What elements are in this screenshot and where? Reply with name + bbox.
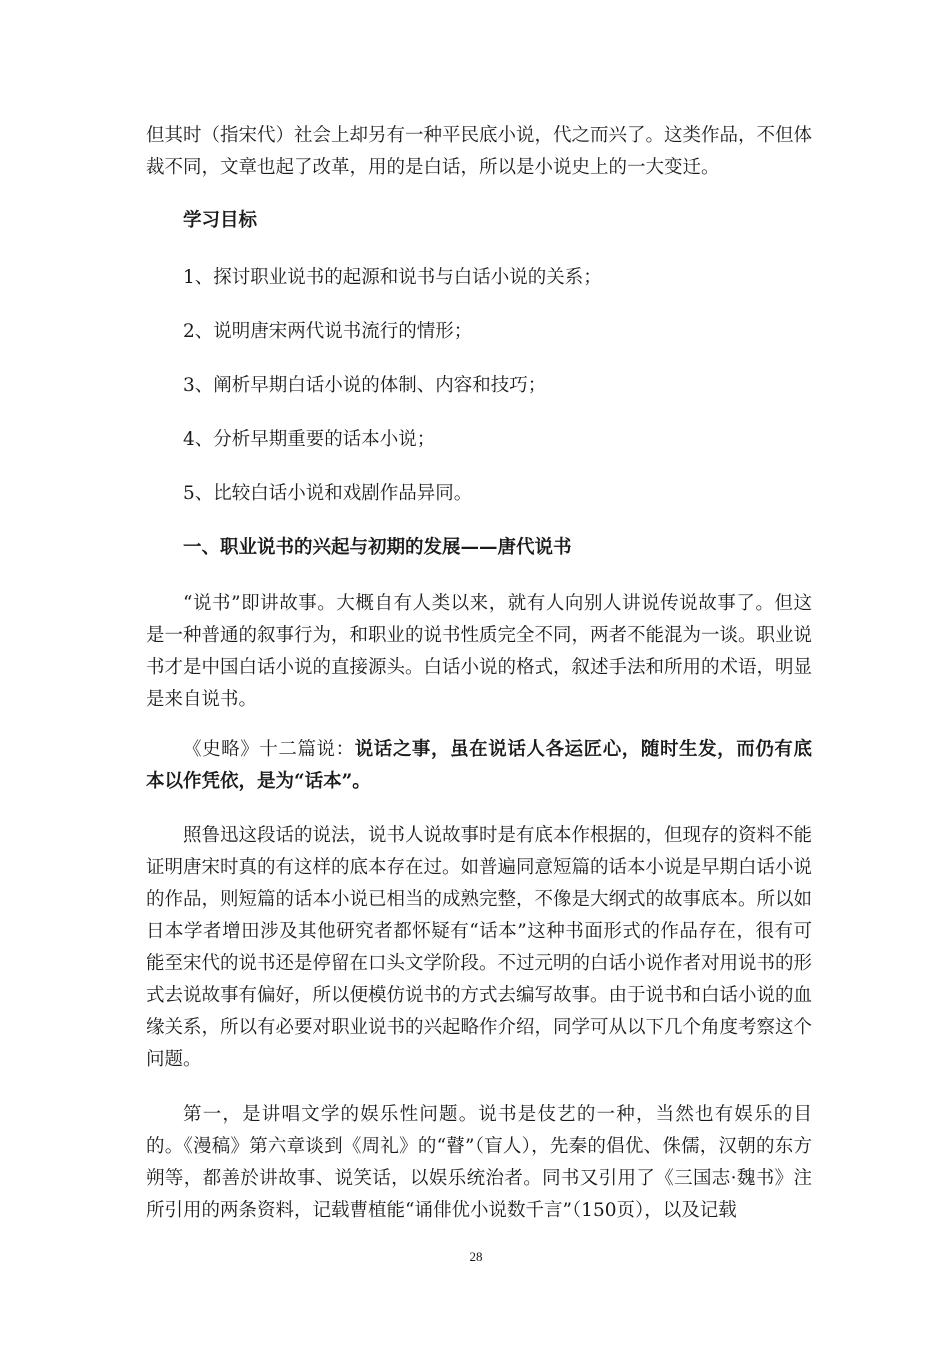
section-heading: 一、职业说书的兴起与初期的发展——唐代说书 [183,537,572,558]
quote-paragraph [146,734,812,798]
page-number: 28 [469,1249,483,1264]
objectives-heading: 学习目标 [183,210,258,231]
objective-item: 3、阐析早期白话小说的体制、内容和技巧； [183,375,547,396]
objective-item: 1、探讨职业说书的起源和说书与白话小说的关系； [183,267,602,288]
section-paragraph-1: “说书”即讲故事。大概自有人类以来，就有人向别人讲说传说故事了。但这是一种普通的叙事行为，和职业的说书性质完全不同，两者不能混为一谈。职业说书才是中国白话小说的直接源头。白话小说的格式，叙述手法和所用的术语，明显是来自说书。 [146,593,813,710]
section-paragraph-2: 照鲁迅这段话的说法，说书人说故事时是有底本作根据的，但现存的资料不能证明唐宋时真的有这样的底本存在过。如普遍同意短篇的话本小说是早期白话小说的作品，则短篇的话本小说已相当的成熟完整，不像是大纲式的故事底本。所以如日本学者增田涉及其他研究者都怀疑有“话本”这种书面形式的作品存在，很有可能至宋代的说书还是停留在口头文学阶段。不过元明的白话小说作者对用说书的形式去说故事有偏好，所以便模仿说书的方式去编写故事。由于说书和白话小说的血缘关系，所以有必要对职业说书的兴起略作介绍，同学可从以下几个角度考察这个问题。 [146,825,813,1070]
objective-item: 2、说明唐宋两代说书流行的情形； [183,321,473,342]
objective-item: 4、分析早期重要的话本小说； [183,429,436,450]
intro-paragraph: 但其时（指宋代）社会上却另有一种平民底小说，代之而兴了。这类作品，不但体裁不同，文章也起了改革，用的是白话，所以是小说史上的一大变迁。 [146,125,813,178]
section-paragraph-3: 第一，是讲唱文学的娱乐性问题。说书是伎艺的一种，当然也有娱乐的目的。《漫稿》第六章谈到《周礼》的“瞽”（盲人），先秦的倡优、侏儒，汉朝的东方朔等，都善於讲故事、说笑话，以娱乐统治者。同书又引用了《三国志·魏书》注所引用的两条资料，记载曹植能“诵俳优小说数千言”（150页），以及记载 [146,1104,812,1221]
objective-item: 5、比较白话小说和戏剧作品异同。 [183,483,473,504]
quote-text: 说话之事，虽在说话人各运匠心，随时生发，而仍有底本以作凭依，是为“话本”。 [146,739,812,792]
quote-lead: 《史略》十二篇说： [183,739,355,760]
